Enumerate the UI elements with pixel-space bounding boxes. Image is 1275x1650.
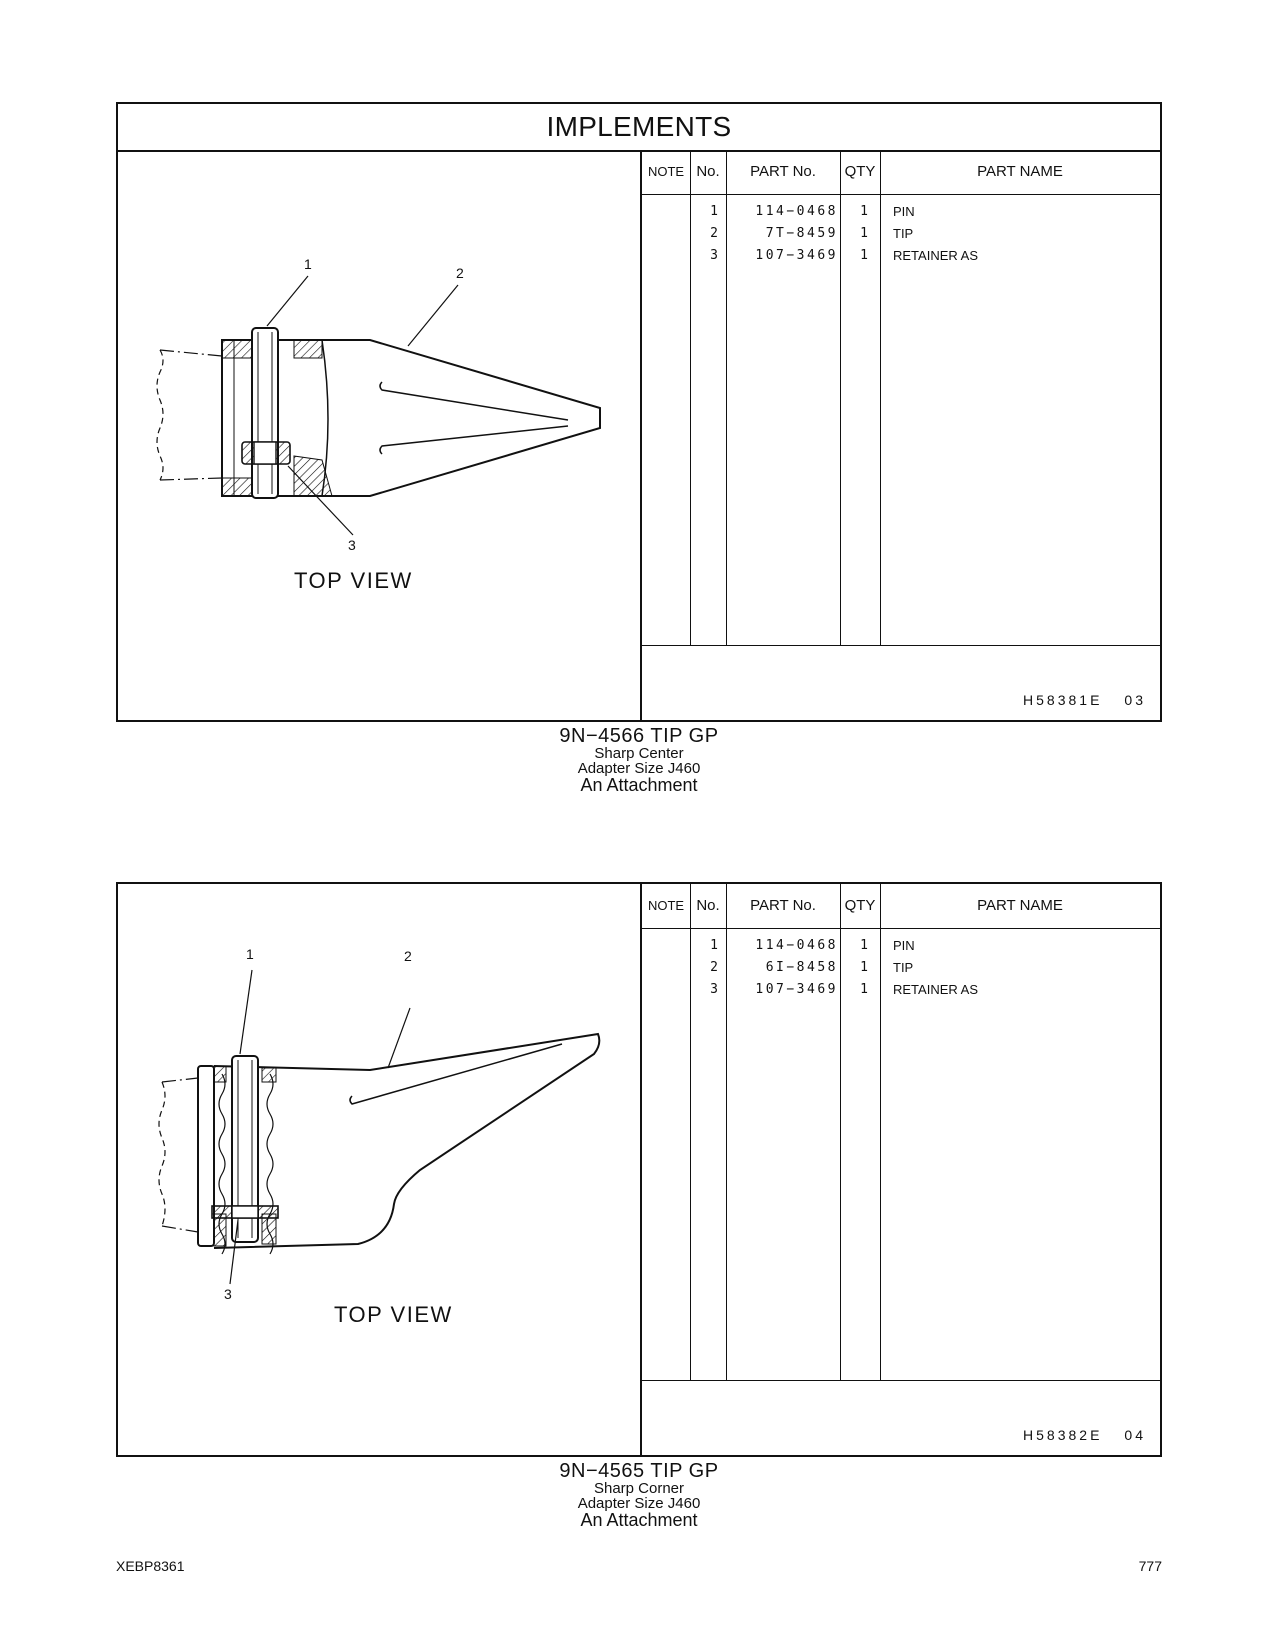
callout-3: 3 (348, 537, 356, 553)
col-part-name: PART NAME (977, 163, 1063, 180)
table-row: 3 107−3469 1 RETAINER AS (710, 248, 979, 263)
callout-1: 1 (304, 256, 312, 272)
table-row: 2 7T−8459 1 TIP (710, 226, 914, 241)
caption-2 (116, 1461, 1162, 1529)
caption-line: An Attachment (580, 1510, 698, 1530)
col-qty: QTY (844, 163, 876, 180)
table-row: 1 114−0468 1 PIN (710, 938, 915, 953)
callout-1: 1 (246, 946, 254, 962)
col-note: NOTE (647, 898, 685, 913)
callout-2: 2 (404, 948, 412, 964)
caption-line: Sharp Center (594, 745, 684, 762)
page-number: 777 (1138, 1558, 1162, 1574)
callout-3: 3 (224, 1286, 232, 1302)
document-id: XEBP8361 (116, 1558, 185, 1574)
caption-title: 9N−4566 TIP GP (559, 725, 719, 747)
col-no: No. (696, 897, 720, 914)
caption-line: Adapter Size J460 (577, 1495, 701, 1512)
caption-line: An Attachment (580, 775, 698, 795)
parts-sheet-2 (116, 882, 1162, 1457)
sheet-title: IMPLEMENTS (118, 104, 1160, 152)
caption-line: Sharp Corner (593, 1480, 685, 1497)
caption-title: 9N−4565 TIP GP (559, 1460, 719, 1482)
drawing-code: H58382E 04 (1023, 1427, 1146, 1443)
view-label: TOP VIEW (294, 568, 413, 593)
parts-table-1 (640, 150, 1160, 720)
callout-2: 2 (456, 265, 464, 281)
tip-center-drawing (118, 150, 638, 722)
col-part-no: PART No. (750, 897, 816, 914)
illustration-panel-1 (118, 150, 640, 720)
col-no: No. (696, 163, 720, 180)
table-row: 1 114−0468 1 PIN (710, 204, 915, 219)
illustration-panel-2 (118, 884, 640, 1455)
caption-1 (116, 726, 1162, 794)
col-qty: QTY (844, 897, 876, 914)
tip-corner-drawing (118, 884, 638, 1455)
col-note: NOTE (647, 164, 685, 179)
table-row: 3 107−3469 1 RETAINER AS (710, 982, 979, 997)
col-part-name: PART NAME (977, 897, 1063, 914)
drawing-code: H58381E 03 (1023, 692, 1146, 708)
parts-sheet-1 (116, 102, 1162, 722)
caption-line: Adapter Size J460 (577, 760, 701, 777)
table-row: 2 6I−8458 1 TIP (710, 960, 914, 975)
parts-table-2 (640, 884, 1160, 1455)
col-part-no: PART No. (750, 163, 816, 180)
view-label: TOP VIEW (334, 1302, 453, 1327)
